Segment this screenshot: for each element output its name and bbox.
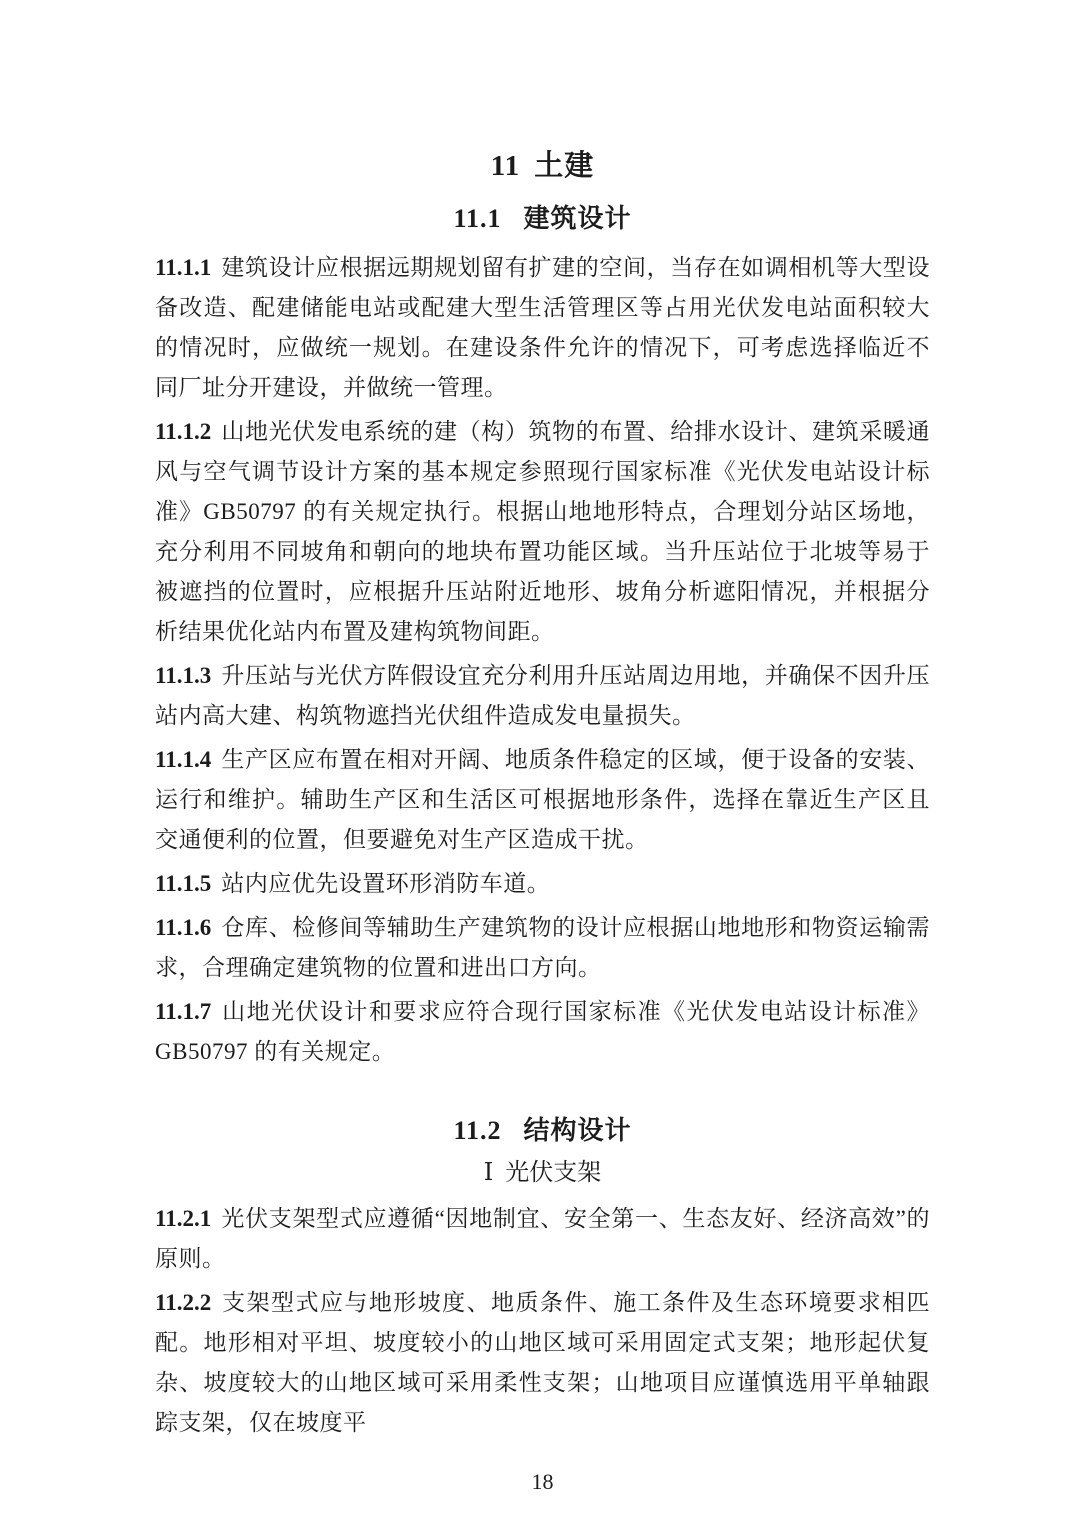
page-number: 18 — [531, 1469, 554, 1494]
paragraph-text: 建筑设计应根据远期规划留有扩建的空间，当存在如调相机等大型设备改造、配建储能电站或配建大型生活管理区等占用光伏发电站面积较大的情况时，应做统一规划。在建设条件允许的情况下，可考虑选择临近不同厂址分开建设，并做统一管理。 — [155, 255, 930, 400]
section-heading-11-2 — [155, 1112, 930, 1149]
paragraph-11-2-1 — [155, 1199, 930, 1279]
paragraph-number: 11.1.1 — [155, 255, 212, 280]
paragraph-text: 生产区应布置在相对开阔、地质条件稳定的区域，便于设备的安装、运行和维护。辅助生产区和生活区可根据地形条件，选择在靠近生产区且交通便利的位置，但要避免对生产区造成干扰。 — [155, 747, 930, 852]
paragraph-11-1-1 — [155, 248, 930, 408]
paragraph-number: 11.1.3 — [155, 663, 212, 688]
section-11-1-paragraphs — [155, 248, 930, 1072]
paragraph-text: 光伏支架型式应遵循“因地制宜、安全第一、生态友好、经济高效”的原则。 — [155, 1206, 930, 1271]
paragraph-number: 11.1.5 — [155, 871, 212, 896]
section-number: 11.1 — [453, 204, 502, 233]
section-title-text: 结构设计 — [523, 1115, 632, 1145]
section-heading-11-1 — [155, 200, 930, 237]
section-11-2-paragraphs — [155, 1199, 930, 1443]
sub-heading-text: 光伏支架 — [505, 1160, 602, 1186]
paragraph-number: 11.1.7 — [155, 999, 212, 1024]
paragraph-11-1-5 — [155, 864, 930, 904]
section-title-text: 建筑设计 — [523, 203, 632, 233]
paragraph-text: 站内应优先设置环形消防车道。 — [221, 871, 551, 896]
paragraph-11-1-6 — [155, 908, 930, 988]
paragraph-11-1-7 — [155, 992, 930, 1072]
paragraph-number: 11.1.6 — [155, 915, 212, 940]
paragraph-text: 升压站与光伏方阵假设宜充分利用升压站周边用地，并确保不因升压站内高大建、构筑物遮挡光伏组件造成发电量损失。 — [155, 663, 930, 728]
chapter-number: 11 — [490, 150, 521, 182]
paragraph-text: 山地光伏设计和要求应符合现行国家标准《光伏发电站设计标准》GB50797 的有关规定。 — [155, 999, 930, 1064]
paragraph-11-2-2 — [155, 1283, 930, 1443]
section-number: 11.2 — [453, 1116, 502, 1145]
paragraph-number: 11.1.2 — [155, 419, 212, 444]
paragraph-11-1-4 — [155, 740, 930, 860]
sub-heading-pv-support — [155, 1153, 930, 1193]
paragraph-number: 11.1.4 — [155, 747, 212, 772]
chapter-title — [155, 146, 930, 186]
paragraph-text: 山地光伏发电系统的建（构）筑物的布置、给排水设计、建筑采暖通风与空气调节设计方案的基本规定参照现行国家标准《光伏发电站设计标准》GB50797 的有关规定执行。根据山地地形特点，合理划分站区场地，充分利用不同坡角和朝向的地块布置功能区域。当升压站位于北坡等易于被遮挡的位置时，应根据升压站附近地形、坡角分析遮阳情况，并根据分析结果优化站内布置及建构筑物间距。 — [155, 419, 930, 644]
paragraph-text: 仓库、检修间等辅助生产建筑物的设计应根据山地地形和物资运输需求，合理确定建筑物的位置和进出口方向。 — [155, 915, 930, 980]
paragraph-number: 11.2.1 — [155, 1206, 212, 1231]
paragraph-number: 11.2.2 — [155, 1290, 212, 1315]
chapter-title-text: 土建 — [534, 150, 595, 182]
paragraph-11-1-3 — [155, 656, 930, 736]
paragraph-text: 支架型式应与地形坡度、地质条件、施工条件及生态环境要求相匹配。地形相对平坦、坡度较小的山地区域可采用固定式支架；地形起伏复杂、坡度较大的山地区域可采用柔性支架；山地项目应谨慎选用平单轴跟踪支架，仅在坡度平 — [155, 1290, 930, 1435]
sub-heading-numeral: Ⅰ — [483, 1160, 494, 1186]
paragraph-11-1-2 — [155, 412, 930, 652]
